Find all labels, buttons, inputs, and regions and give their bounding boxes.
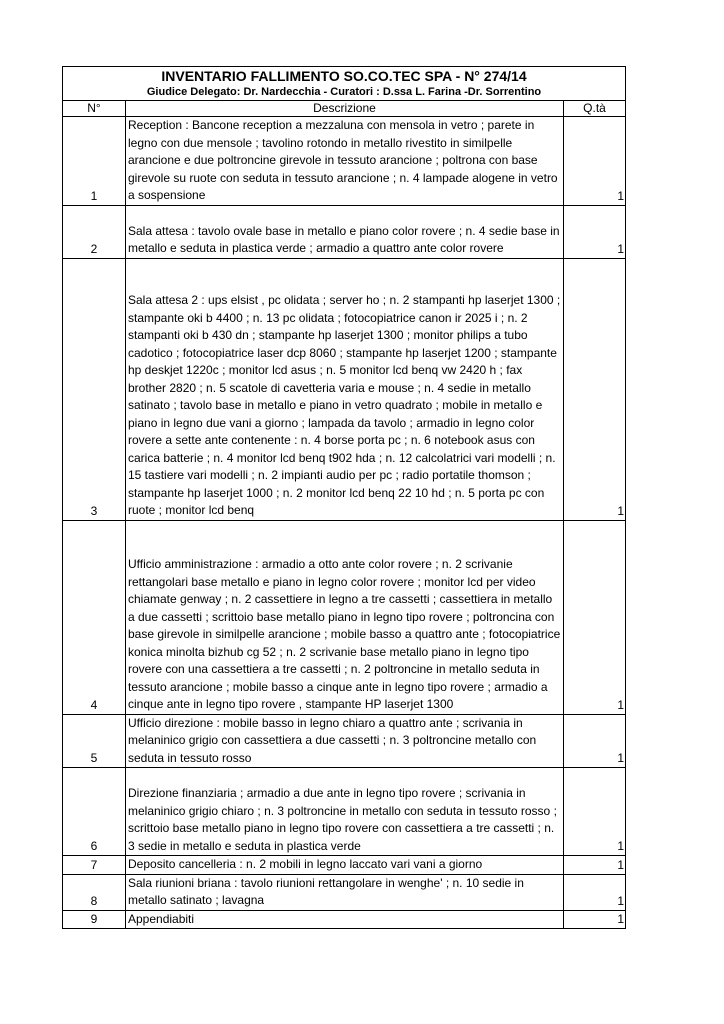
table-row [63,910,626,929]
table-row [63,205,626,258]
row-number: 5 [63,714,126,768]
row-quantity: 1 [564,117,626,206]
document-title: INVENTARIO FALLIMENTO SO.CO.TEC SPA - N° 274/14 [63,67,626,86]
column-header-quantity: Q.tà [564,101,626,117]
column-header-row [63,101,626,117]
row-quantity: 1 [564,768,626,856]
row-description: Direzione finanziaria ; armadio a due ante in legno tipo rovere ; scrivania in melaninico grigio chiaro ; n. 3 poltroncine in metallo con seduta in tessuto rosso ; scrittoio base metallo piano in legno tipo rovere con cassettiera a tre cassetti ; n. 3 sedie in metallo e seduta in plastica verde [126,768,564,856]
row-number: 2 [63,205,126,258]
table-row [63,117,626,206]
table-row [63,714,626,768]
row-quantity: 1 [564,520,626,714]
table-row [63,520,626,714]
row-number: 6 [63,768,126,856]
document-subtitle: Giudice Delegato: Dr. Nardecchia - Curatori : D.ssa L. Farina -Dr. Sorrentino [63,85,626,101]
row-quantity: 1 [564,205,626,258]
row-quantity: 1 [564,856,626,875]
row-description: Appendiabiti [126,910,564,929]
row-description: Sala attesa 2 : ups elsist , pc olidata ; server ho ; n. 2 stampanti hp laserjet 1300 ; stampante oki b 4400 ; n. 13 pc olidata ; fotocopiatrice canon ir 2025 i ; n. 2 stampanti oki b 430 dn ; stampante hp laserjet 1300 ; monitor philips a tubo cadotico ; fotocopiatrice laser dcp 8060 ; stampante hp laserjet 1200 ; stampante hp deskjet 1220c ; monitor lcd asus ; n. 5 monitor lcd benq vw 2420 h ; fax brother 2820 ; n. 5 scatole di cavetteria varia e mouse ; n. 4 sedie in metallo satinato ; tavolo base in metallo e piano in vetro quadrato ; mobile in metallo e piano in legno due vani a giorno ; lampada da tavolo ; armadio in legno color rovere a sette ante contenente : n. 4 borse porta pc ; n. 6 notebook asus con carica batterie ; n. 4 monitor lcd benq t902 hda ; n. 12 calcolatrici vari modelli ; n. 15 tastiere vari modelli ; n. 2 impianti audio per pc ; radio portatile thomson ; stampante hp laserjet 1000 ; n. 2 monitor lcd benq 22 10 hd ; n. 5 porta pc con ruote ; monitor lcd benq [126,258,564,520]
row-number: 3 [63,258,126,520]
row-description: Sala riunioni briana : tavolo riunioni rettangolare in wenghe' ; n. 10 sedie in metallo satinato ; lavagna [126,874,564,910]
row-number: 4 [63,520,126,714]
row-quantity: 1 [564,714,626,768]
row-description: Ufficio direzione : mobile basso in legno chiaro a quattro ante ; scrivania in melaninico grigio con cassettiera a due cassetti ; n. 3 poltroncine metallo con seduta in tessuto rosso [126,714,564,768]
row-description: Sala attesa : tavolo ovale base in metallo e piano color rovere ; n. 4 sedie base in metallo e seduta in plastica verde ; armadio a quattro ante color rovere [126,205,564,258]
row-number: 9 [63,910,126,929]
row-description: Ufficio amministrazione : armadio a otto ante color rovere ; n. 2 scrivanie rettangolari base metallo e piano in legno color rovere ; monitor lcd per video chiamate genway ; n. 2 cassettiere in legno a tre cassetti ; cassettiera in metallo a due cassetti ; scrittoio base metallo piano in legno tipo rovere ; poltroncina con base girevole in similpelle arancione ; mobile basso a quattro ante ; fotocopiatrice konica minolta bizhub cg 52 ; n. 2 scrivanie base metallo piano in legno tipo rovere con una cassettiera a tre cassetti ; n. 2 poltroncine in metallo seduta in tessuto arancione ; mobile basso a cinque ante in legno tipo rovere ; armadio a cinque ante in legno tipo rovere , stampante HP laserjet 1300 [126,520,564,714]
table-row [63,258,626,520]
row-number: 8 [63,874,126,910]
column-header-description: Descrizione [126,101,564,117]
table-row [63,768,626,856]
row-number: 7 [63,856,126,875]
row-quantity: 1 [564,258,626,520]
row-description: Deposito cancelleria : n. 2 mobili in legno laccato vari vani a giorno [126,856,564,875]
row-description: Reception : Bancone reception a mezzaluna con mensola in vetro ; parete in legno con due mensole ; tavolino rotondo in metallo rivestito in similpelle arancione e due poltroncine girevole in tessuto arancione ; poltrona con base girevole su ruote con seduta in tessuto arancione ; n. 4 lampade alogene in vetro a sospensione [126,117,564,206]
row-quantity: 1 [564,874,626,910]
row-quantity: 1 [564,910,626,929]
table-row [63,856,626,875]
column-header-number: N° [63,101,126,117]
row-number: 1 [63,117,126,206]
inventory-table [62,66,626,929]
table-row [63,874,626,910]
